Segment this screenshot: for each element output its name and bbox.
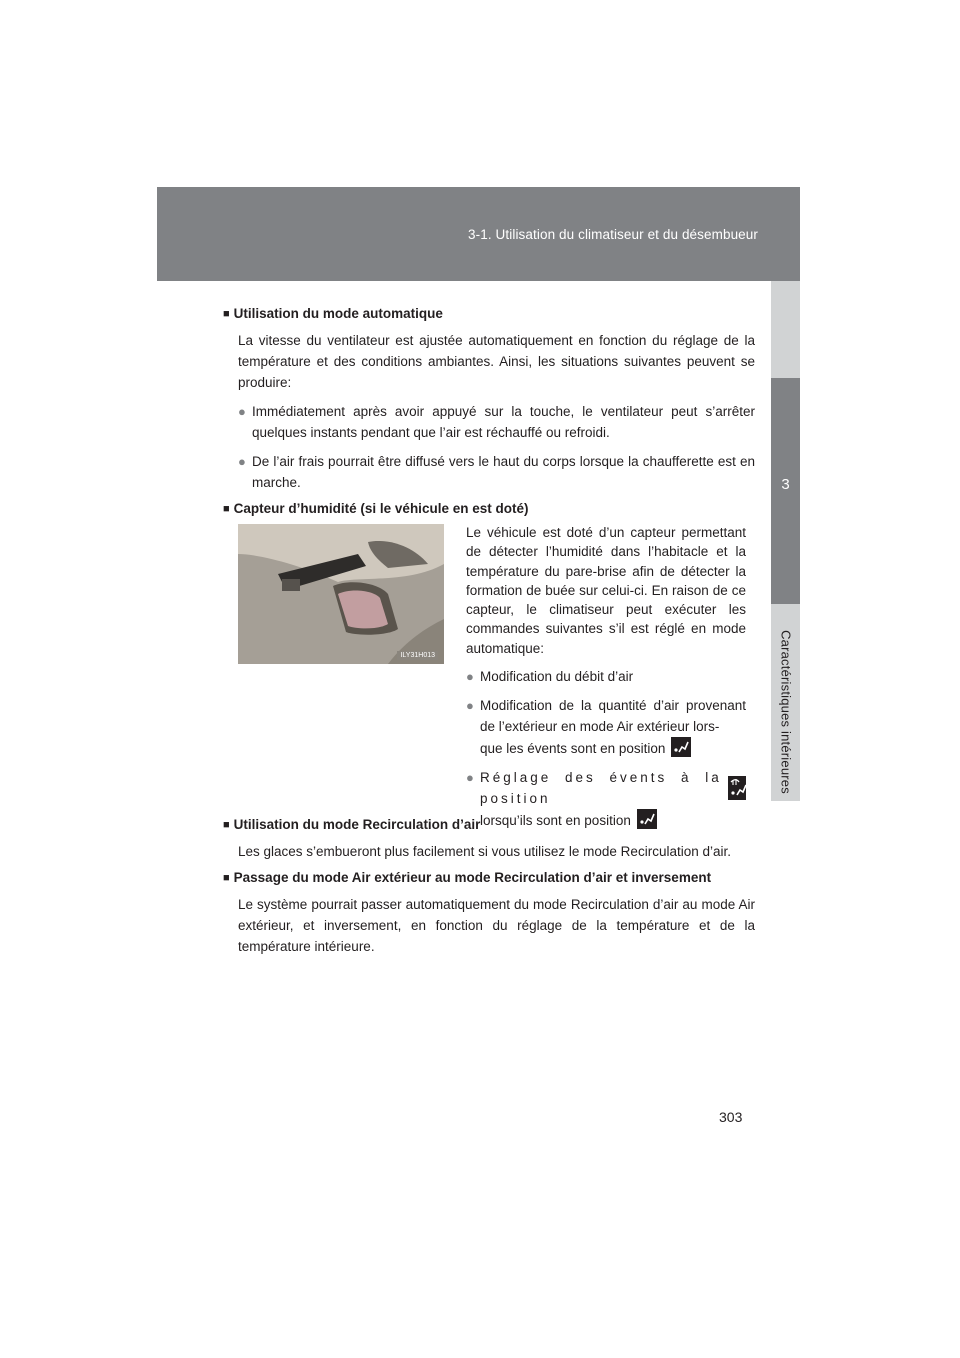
header-title: 3-1. Utilisation du climatiseur et du désembueur xyxy=(468,227,758,242)
chapter-label: Caractéristiques intérieures xyxy=(778,630,793,794)
vent-feet-defrost-icon xyxy=(728,776,746,800)
bullet-icon: ● xyxy=(466,770,474,786)
bullet-icon: ● xyxy=(238,454,246,469)
chapter-tab xyxy=(771,378,800,604)
section-marker: ■ xyxy=(223,503,230,515)
section-heading-auto-mode xyxy=(223,306,755,321)
vent-feet-icon xyxy=(671,737,691,757)
paragraph: Le véhicule est doté d’un capteur permettant de détecter l’humidité dans l’habitacle et la température du pare-brise afin de détecter la formation de buée sur celui-ci. En raison de ce capteur, le climatiseur peut exécuter les commandes suivantes s’il est réglé en mode automatique: xyxy=(466,525,746,656)
section-heading-recirc xyxy=(223,817,755,832)
page-number: 303 xyxy=(719,1109,743,1125)
section-title: Capteur d’humidité (si le véhicule en est doté) xyxy=(233,501,529,516)
main-content xyxy=(223,306,755,965)
chapter-label-container xyxy=(771,632,800,792)
section-heading-humidity xyxy=(223,501,755,516)
bullet-text: lorsqu’ils sont en position xyxy=(480,813,631,829)
bullet-text: Immédiatement après avoir appuyé sur la touche, le ventilateur peut s’arrêter quelques instants pendant que l’air est réchauffé ou refroidi. xyxy=(252,404,755,440)
section-title: Passage du mode Air extérieur au mode Recirculation d’air et inversement xyxy=(233,870,712,885)
section-marker: ■ xyxy=(223,872,230,884)
bullet-icon: ● xyxy=(238,404,246,419)
bullet-text: Réglage des évents à la position xyxy=(480,770,722,807)
header-band xyxy=(157,187,800,281)
bullet-text: que les évents sont en position xyxy=(480,741,666,757)
paragraph: La vitesse du ventilateur est ajustée automatiquement en fonction du réglage de la température et des conditions ambiantes. Ainsi, les situations suivantes peuvent se produire: xyxy=(238,333,755,390)
rearview-mirror-sensor-photo xyxy=(238,524,444,664)
section-marker: ■ xyxy=(223,308,230,320)
bullet-item xyxy=(466,666,746,687)
humidity-text-column xyxy=(466,523,746,839)
section-marker: ■ xyxy=(223,819,230,831)
bullet-text: De l’air frais pourrait être diffusé vers le haut du corps lorsque la chaufferette est en marche. xyxy=(252,454,755,490)
section-title: Utilisation du mode automatique xyxy=(233,306,443,321)
section-heading-switching xyxy=(223,870,755,885)
section-title: Utilisation du mode Recirculation d’air xyxy=(233,817,481,832)
bullet-text: Modification de la quantité d’air provenant de l’extérieur en mode Air extérieur lors- xyxy=(480,698,746,735)
paragraph: Le système pourrait passer automatiquement du mode Recirculation d’air au mode Air extérieur, et inversement, en fonction du réglage de la température et de la température intérieure. xyxy=(238,897,755,954)
bullet-item xyxy=(466,695,746,759)
bullet-icon: ● xyxy=(466,669,474,685)
paragraph: Les glaces s’embueront plus facilement si vous utilisez le mode Recirculation d’air. xyxy=(238,844,731,859)
bullet-item xyxy=(238,401,755,443)
chapter-number: 3 xyxy=(781,476,790,493)
mirror-illustration xyxy=(238,524,444,664)
bullet-item xyxy=(238,451,755,493)
bullet-icon: ● xyxy=(466,698,474,714)
bullet-text: Modification du débit d’air xyxy=(480,669,634,685)
image-code: ILY31H013 xyxy=(397,651,438,660)
